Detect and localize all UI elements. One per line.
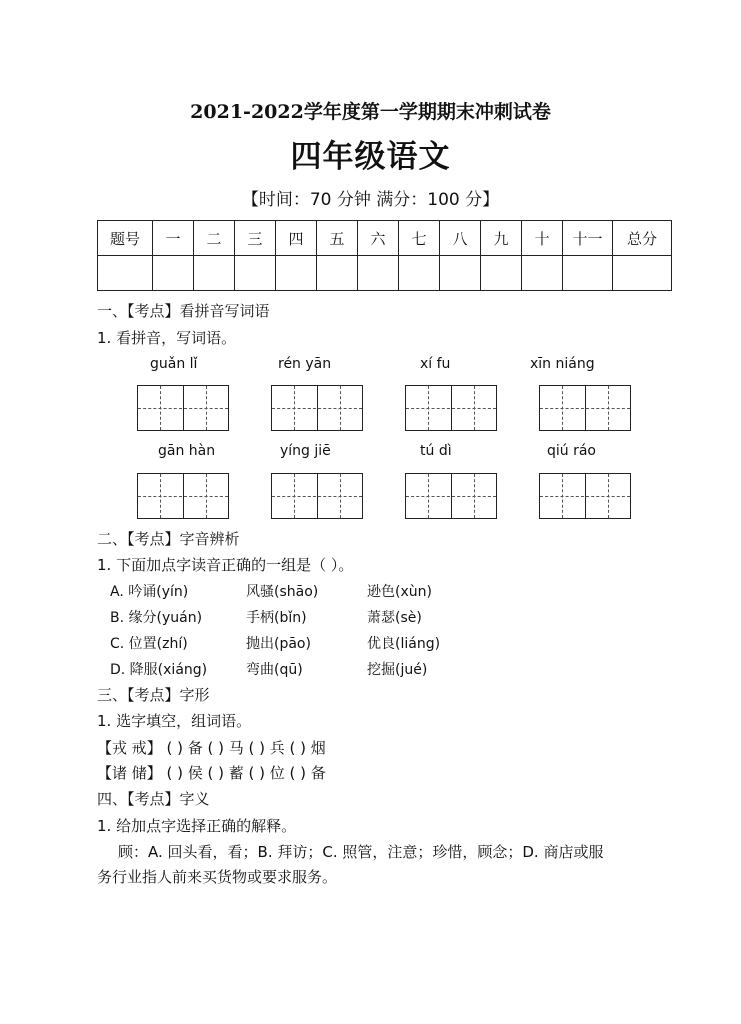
section-4-question: 1. 给加点字选择正确的解释。: [97, 817, 297, 835]
score-table-header: 十一: [563, 221, 613, 256]
writing-grid[interactable]: [405, 385, 497, 431]
option-a-word-2: 风骚(shāo): [246, 584, 319, 600]
pinyin-label: gān hàn: [158, 443, 216, 459]
section-1-title: 一、【考点】看拼音写词语: [97, 302, 270, 320]
pinyin-label: tú dì: [420, 443, 452, 459]
score-table-header: 三: [235, 221, 276, 256]
option-c-word-2: 抛出(pāo): [246, 636, 311, 652]
writing-grid[interactable]: [539, 385, 631, 431]
pinyin-label: qiú ráo: [547, 443, 596, 459]
score-cell[interactable]: [522, 256, 563, 291]
score-cell[interactable]: [153, 256, 194, 291]
option-a-word-1: A. 吟诵(yín): [110, 584, 189, 600]
score-cell[interactable]: [613, 256, 672, 291]
option-d-word-3: 挖掘(jué): [367, 662, 428, 678]
option-b-word-1: B. 缘分(yuán): [110, 610, 203, 626]
score-table: [97, 220, 672, 291]
pinyin-label: rén yān: [278, 356, 332, 372]
score-cell[interactable]: [440, 256, 481, 291]
writing-grid[interactable]: [539, 473, 631, 519]
definition-line-2: 务行业指人前来买货物或要求服务。: [97, 868, 338, 886]
option-b-word-3: 萧瑟(sè): [367, 610, 422, 626]
score-table-header: 二: [194, 221, 235, 256]
score-cell[interactable]: [399, 256, 440, 291]
pinyin-label: yíng jiē: [280, 443, 331, 459]
score-table-header: 十: [522, 221, 563, 256]
fill-row-2: 【诸 储】 ( ) 侯 ( ) 蓄 ( ) 位 ( ) 备: [97, 764, 326, 782]
option-b-word-2: 手柄(bǐn): [246, 610, 307, 626]
writing-grid[interactable]: [137, 385, 229, 431]
option-c-word-1: C. 位置(zhí): [110, 636, 188, 652]
score-cell[interactable]: [358, 256, 399, 291]
writing-grid[interactable]: [405, 473, 497, 519]
writing-grid[interactable]: [271, 473, 363, 519]
score-table-header: 总分: [613, 221, 672, 256]
score-cell[interactable]: [481, 256, 522, 291]
option-a-word-3: 逊色(xùn): [367, 584, 432, 600]
option-d-word-2: 弯曲(qū): [246, 662, 303, 678]
writing-grid[interactable]: [137, 473, 229, 519]
score-cell[interactable]: [276, 256, 317, 291]
fill-row-1: 【戎 戒】 ( ) 备 ( ) 马 ( ) 兵 ( ) 烟: [97, 739, 326, 757]
definition-line-1: 顾：A. 回头看，看；B. 拜访；C. 照管，注意；珍惜，顾念；D. 商店或服: [118, 843, 604, 861]
score-table-header: 八: [440, 221, 481, 256]
score-table-header: 七: [399, 221, 440, 256]
score-table-header: 五: [317, 221, 358, 256]
pinyin-label: xí fu: [420, 356, 451, 372]
score-table-header: 四: [276, 221, 317, 256]
time-score-info: 【时间：70 分钟 满分：100 分】: [241, 190, 500, 210]
score-cell[interactable]: [98, 256, 153, 291]
writing-grid[interactable]: [271, 385, 363, 431]
score-cell[interactable]: [317, 256, 358, 291]
section-4-title: 四、【考点】字义: [97, 790, 210, 808]
option-d-word-1: D. 降服(xiáng): [110, 662, 208, 678]
section-2-question: 1. 下面加点字读音正确的一组是（ ）。: [97, 556, 354, 574]
section-2-title: 二、【考点】字音辨析: [97, 530, 240, 548]
score-cell[interactable]: [563, 256, 613, 291]
section-1-question: 1. 看拼音，写词语。: [97, 329, 237, 347]
section-3-title: 三、【考点】字形: [97, 686, 210, 704]
exam-title: 2021-2022学年度第一学期期末冲刺试卷: [190, 101, 551, 123]
subject-title: 四年级语文: [290, 139, 451, 175]
score-table-header: 一: [153, 221, 194, 256]
option-c-word-3: 优良(liáng): [367, 636, 441, 652]
score-table-score-row: [98, 256, 672, 291]
score-table-header: 题号: [98, 221, 153, 256]
score-cell[interactable]: [235, 256, 276, 291]
pinyin-label: xīn niáng: [530, 356, 595, 372]
score-table-header: 六: [358, 221, 399, 256]
pinyin-label: guǎn lǐ: [150, 356, 198, 372]
score-cell[interactable]: [194, 256, 235, 291]
score-table-header-row: [98, 221, 672, 256]
section-3-question: 1. 选字填空，组词语。: [97, 712, 252, 730]
score-table-header: 九: [481, 221, 522, 256]
